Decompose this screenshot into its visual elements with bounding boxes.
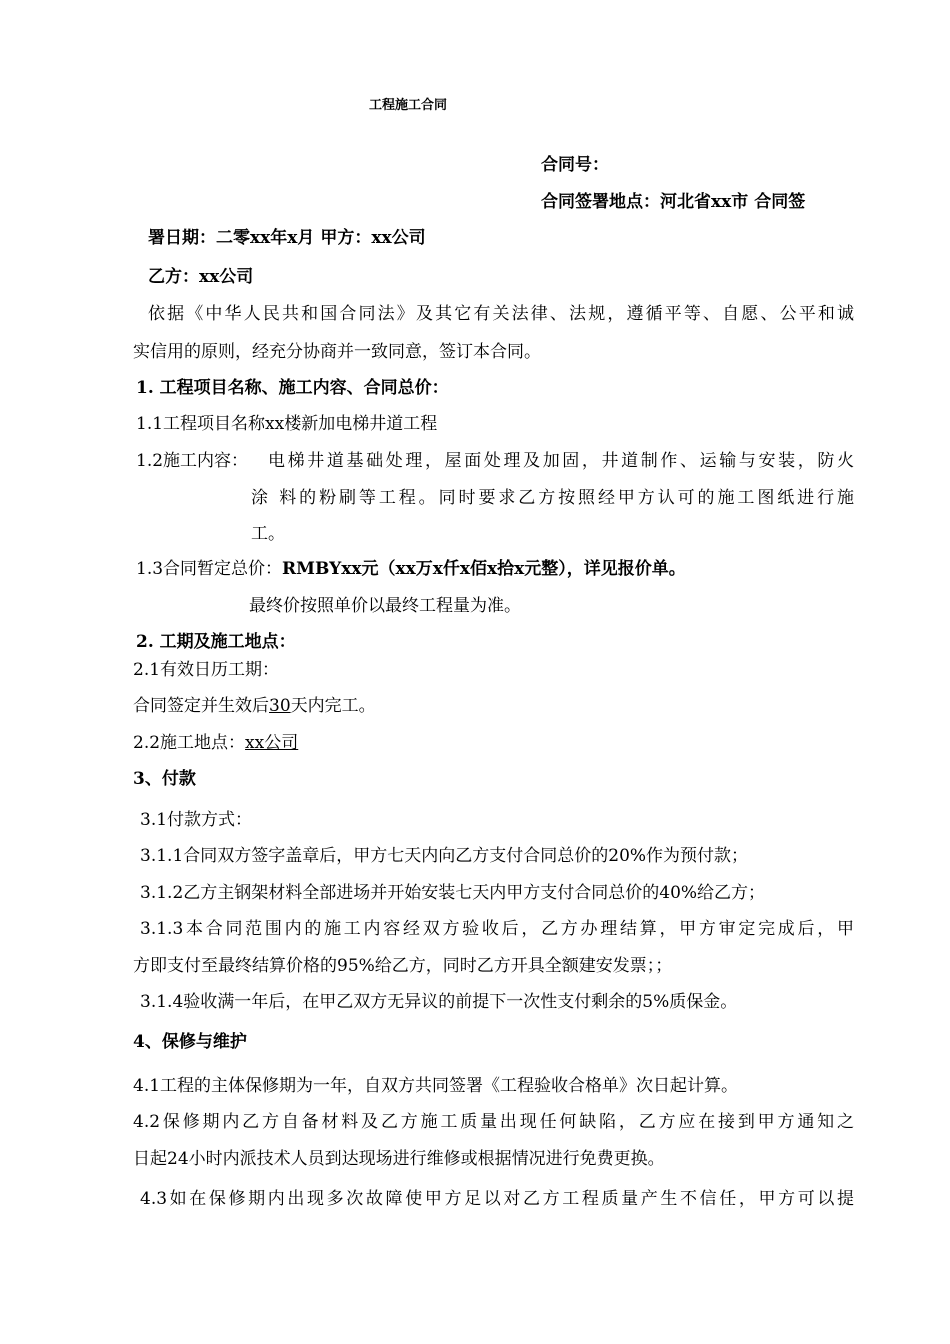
- item-3-1-4: 3.1.4验收满一年后，在甲乙双方无异议的前提下一次性支付剩余的5%质保金。: [140, 992, 738, 1012]
- item-4-2-line-2: 日起24小时内派技术人员到达现场进行维修或根据情况进行免费更换。: [133, 1149, 665, 1169]
- item-4-1: 4.1工程的主体保修期为一年，自双方共同签署《工程验收合格单》次日起计算。: [133, 1076, 739, 1096]
- sign-place-line: 合同签署地点：河北省xx市 合同签: [541, 192, 806, 212]
- intro-line-2: 实信用的原则，经充分协商并一致同意，签订本合同。: [133, 342, 541, 362]
- item-1-2-line-3: 工。: [251, 524, 285, 544]
- item-2-2-label: 2.2施工地点：: [133, 733, 246, 753]
- document-title: 工程施工合同: [369, 98, 448, 113]
- sign-date-party-a-line: 署日期：二零xx年x月 甲方：xx公司: [148, 228, 426, 248]
- duration-prefix: 合同签定并生效后: [133, 696, 269, 716]
- item-2-2-value: xx公司: [245, 733, 299, 753]
- item-1-3-note: 最终价按照单价以最终工程量为准。: [249, 596, 521, 616]
- item-3-1-1: 3.1.1合同双方签字盖章后，甲方七天内向乙方支付合同总价的20%作为预付款；: [140, 846, 749, 866]
- item-2-1: 2.1有效日历工期：: [133, 660, 280, 680]
- duration-suffix: 天内完工。: [290, 696, 376, 716]
- duration-line: [133, 694, 376, 718]
- contract-number-label: 合同号：: [541, 155, 609, 175]
- party-b-line: 乙方：xx公司: [148, 267, 254, 287]
- section-1-heading: 1. 工程项目名称、施工内容、合同总价：: [136, 378, 449, 398]
- item-1-2-label: 1.2施工内容：: [136, 451, 249, 471]
- item-4-2-line-1: 4.2保修期内乙方自备材料及乙方施工质量出现任何缺陷，乙方应在接到甲方通知之: [133, 1112, 854, 1132]
- item-1-1: 1.1工程项目名称xx楼新加电梯井道工程: [136, 414, 438, 434]
- duration-days: 30: [269, 696, 291, 716]
- item-1-3-label: 1.3合同暂定总价：: [136, 559, 283, 579]
- item-1-3-value: RMBYxx元（xx万x仟x佰x拾x元整），详见报价单。: [282, 559, 686, 579]
- item-2-2: [133, 731, 298, 755]
- section-2-heading: 2. 工期及施工地点：: [136, 632, 296, 652]
- item-3-1: 3.1付款方式：: [140, 810, 253, 830]
- intro-line-1: 依据《中华人民共和国合同法》及其它有关法律、法规，遵循平等、自愿、公平和诚: [148, 304, 854, 324]
- item-3-1-3-line-2: 方即支付至最终结算价格的95%给乙方，同时乙方开具全额建安发票；；: [133, 956, 673, 976]
- item-1-3: [136, 557, 686, 581]
- item-1-2-line-2: 涂 料的粉刷等工程。同时要求乙方按照经甲方认可的施工图纸进行施: [251, 488, 854, 508]
- item-3-1-2: 3.1.2乙方主钢架材料全部进场并开始安装七天内甲方支付合同总价的40%给乙方；: [140, 883, 766, 903]
- item-1-2-line-1: 电梯井道基础处理，屋面处理及加固，井道制作、运输与安装，防火: [268, 451, 854, 471]
- section-3-heading: 3、付款: [133, 769, 196, 789]
- item-3-1-3-line-1: 3.1.3本合同范围内的施工内容经双方验收后，乙方办理结算，甲方审定完成后，甲: [140, 919, 854, 939]
- section-4-heading: 4、保修与维护: [133, 1032, 247, 1052]
- item-4-3: 4.3如在保修期内出现多次故障使甲方足以对乙方工程质量产生不信任，甲方可以提: [140, 1189, 854, 1209]
